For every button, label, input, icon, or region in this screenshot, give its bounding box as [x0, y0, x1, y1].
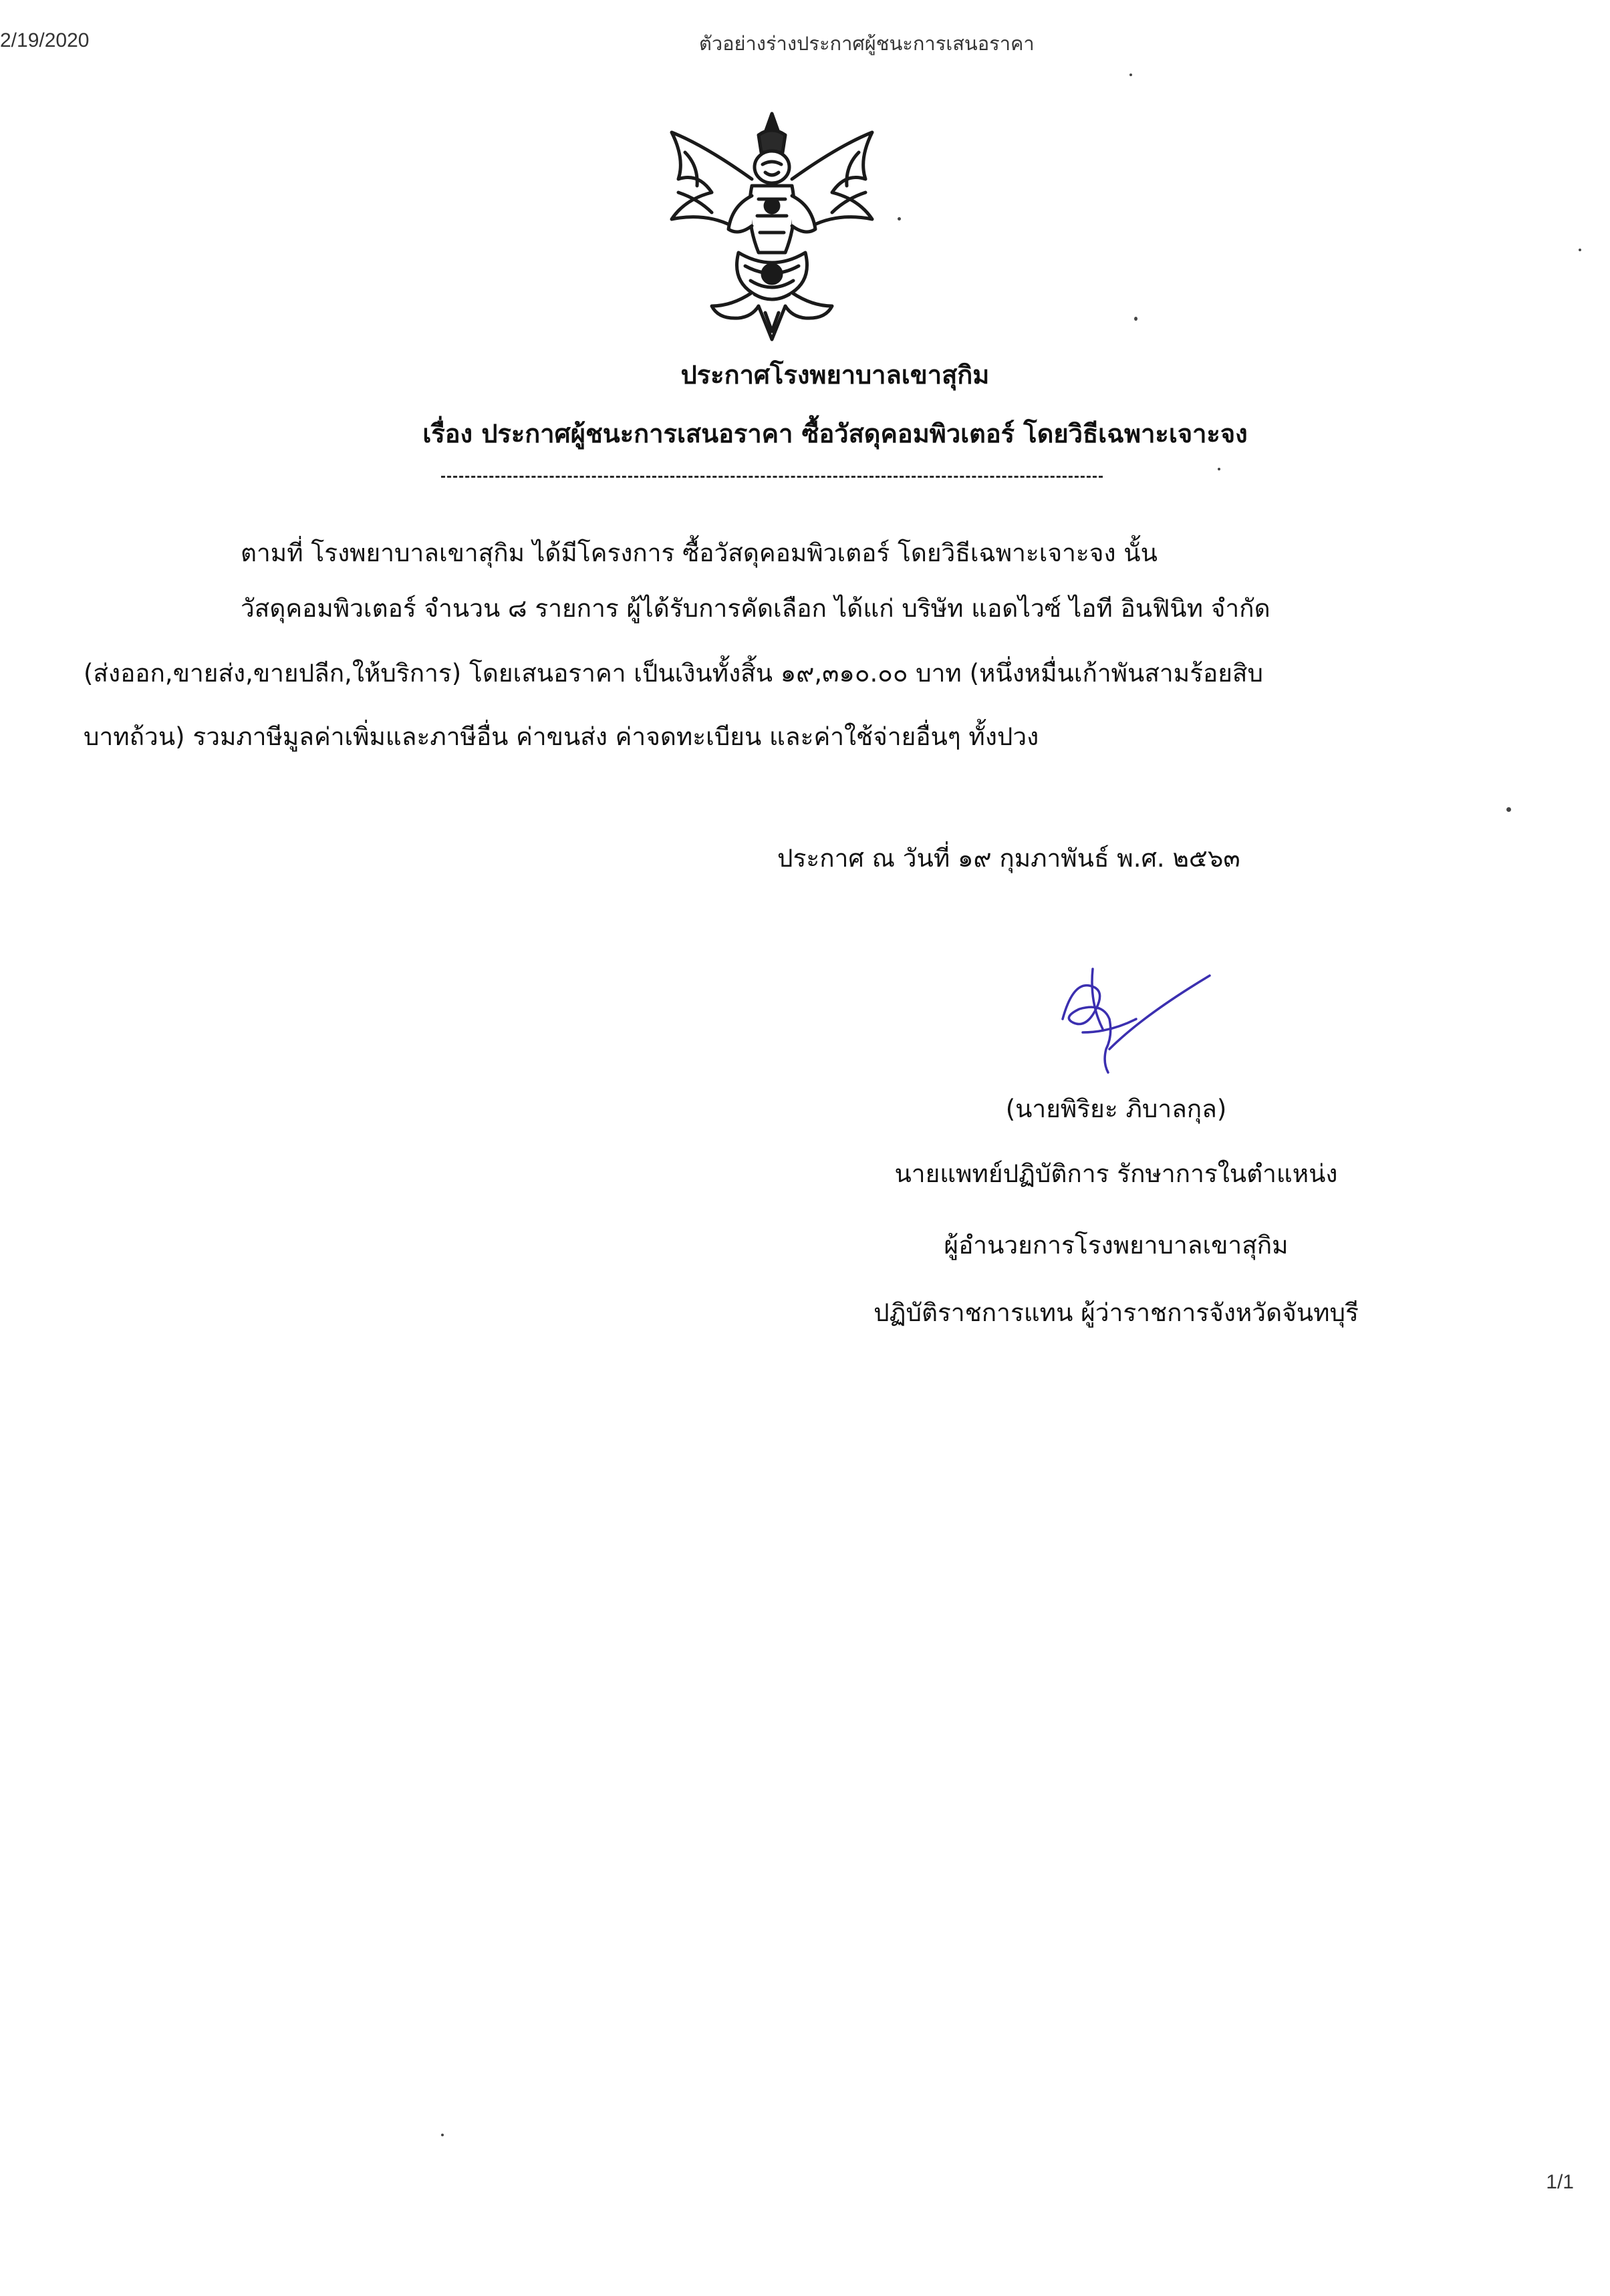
- print-header-date: 2/19/2020: [0, 29, 90, 51]
- page-number: 1/1: [1546, 2171, 1574, 2193]
- announcement-date: ประกาศ ณ วันที่ ๑๙ กุมภาพันธ์ พ.ศ. ๒๕๖๓: [777, 844, 1240, 873]
- body-paragraph-line-4: บาทถ้วน) รวมภาษีมูลค่าเพิ่มและภาษีอื่น ค่าขนส่ง ค่าจดทะเบียน และค่าใช้จ่ายอื่นๆ ทั้งปวง: [84, 722, 1039, 751]
- print-header-title: ตัวอย่างร่างประกาศผู้ชนะการเสนอราคา: [699, 32, 1035, 55]
- signer-role: ผู้อำนวยการโรงพยาบาลเขาสุกิม: [944, 1231, 1289, 1260]
- signer-acting: ปฏิบัติราชการแทน ผู้ว่าราชการจังหวัดจันทบุรี: [874, 1298, 1359, 1327]
- signature-icon: [1043, 956, 1230, 1076]
- divider-line: [441, 476, 1103, 478]
- scan-speck: [1218, 468, 1220, 470]
- body-paragraph-line-1: ตามที่ โรงพยาบาลเขาสุกิม ได้มีโครงการ ซื้อวัสดุคอมพิวเตอร์ โดยวิธีเฉพาะเจาะจง นั้น: [241, 539, 1158, 567]
- body-paragraph-line-2: วัสดุคอมพิวเตอร์ จำนวน ๘ รายการ ผู้ได้รับการคัดเลือก ได้แก่ บริษัท แอดไวซ์ ไอที อินฟินิท จำกัด: [241, 594, 1270, 623]
- garuda-emblem-icon: [658, 106, 886, 346]
- scan-speck: [898, 217, 901, 221]
- body-paragraph-line-3: (ส่งออก,ขายส่ง,ขายปลีก,ให้บริการ) โดยเสนอราคา เป็นเงินทั้งสิ้น ๑๙,๓๑๐.๐๐ บาท (หนึ่งหมื่นเก้าพันสามร้อยสิบ: [84, 659, 1263, 688]
- scan-speck: [441, 2134, 444, 2136]
- scan-speck: [1506, 807, 1511, 812]
- announcement-subject: เรื่อง ประกาศผู้ชนะการเสนอราคา ซื้อวัสดุคอมพิวเตอร์ โดยวิธีเฉพาะเจาะจง: [422, 419, 1248, 448]
- signer-name: (นายพิริยะ ภิบาลกุล): [1005, 1095, 1227, 1123]
- scan-speck: [1134, 317, 1137, 321]
- scan-speck: [1579, 249, 1581, 251]
- announcement-title: ประกาศโรงพยาบาลเขาสุกิม: [680, 360, 990, 390]
- scan-speck: [1129, 74, 1132, 76]
- signer-position: นายแพทย์ปฏิบัติการ รักษาการในตำแหน่ง: [894, 1159, 1338, 1188]
